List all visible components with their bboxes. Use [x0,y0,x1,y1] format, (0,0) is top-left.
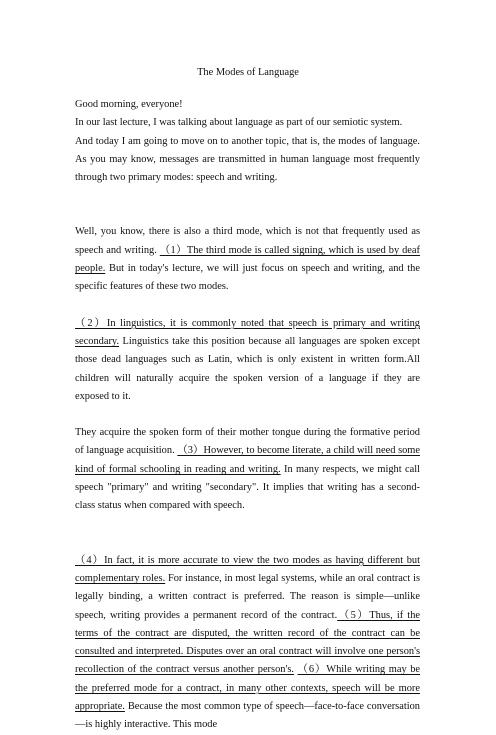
paragraph-acquisition [75,424,420,515]
paragraph-third-mode [75,223,420,296]
paragraph-text: Well, you know, there is also a third mode, which is not that frequently used as speech and writing. [75,226,420,256]
page-title: The Modes of Language [197,67,299,78]
underlined-sentence-3: （3）However, to become literate, a child will need some kind of formal schooling in reading and writing. [75,445,420,475]
paragraph-text: Linguistics take this position because all languages are spoken except those dead languages such as Latin, which is only existent in written form.All children will naturally acquire the spoken version of a language if they are exposed to it. [75,335,420,402]
document-body [75,96,420,735]
underlined-sentence-6: （6）While writing may be the preferred mode for a contract, in many other contexts, speech will be more appropriate. [75,664,420,713]
paragraph-text: In many respects, we might call speech "primary" and writing "secondary". It implies that writing has a second-class status when compared with speech. [75,463,420,512]
paragraph-complementary-roles [75,552,420,735]
paragraph-primary-secondary [75,315,420,406]
paragraph-text: But in today's lecture, we will just focus on speech and writing, and the specific features of these two modes. [75,263,420,293]
intro-paragraph: And today I am going to move on to another topic, that is, the modes of language. As you may know, messages are transmitted in human language most frequently through two primary modes: speech and writing. [75,135,420,184]
paragraph-text: For instance, in most legal systems, while an oral contract is legally binding, a written contract is preferred. The reason is simple—unlike speech, writing provides a permanent record of the contract. [75,572,420,621]
paragraph-text: Because the most common type of speech—face-to-face conversation—is highly interactive. This mode [75,701,420,731]
intro-line: In our last lecture, I was talking about language as part of our semiotic system. [75,117,403,129]
underlined-sentence-1: （1）The third mode is called signing, which is used by deaf people. [75,244,420,275]
underlined-sentence-4: （4）In fact, it is more accurate to view the two modes as having different but complementary roles. [75,554,420,584]
underlined-sentence-5: （5）Thus, if the terms of the contract are disputed, the written record of the contract can be consulted and interpreted. Disputes over an oral contract will involve one person's recollection of the contract versus another person's. [75,609,420,676]
greeting-line: Good morning, everyone! [75,99,183,110]
underlined-sentence-2: （2）In linguistics, it is commonly noted that speech is primary and writing secondary. [75,317,420,347]
paragraph-text: They acquire the spoken form of their mother tongue during the formative period of language acquisition. [75,427,420,457]
